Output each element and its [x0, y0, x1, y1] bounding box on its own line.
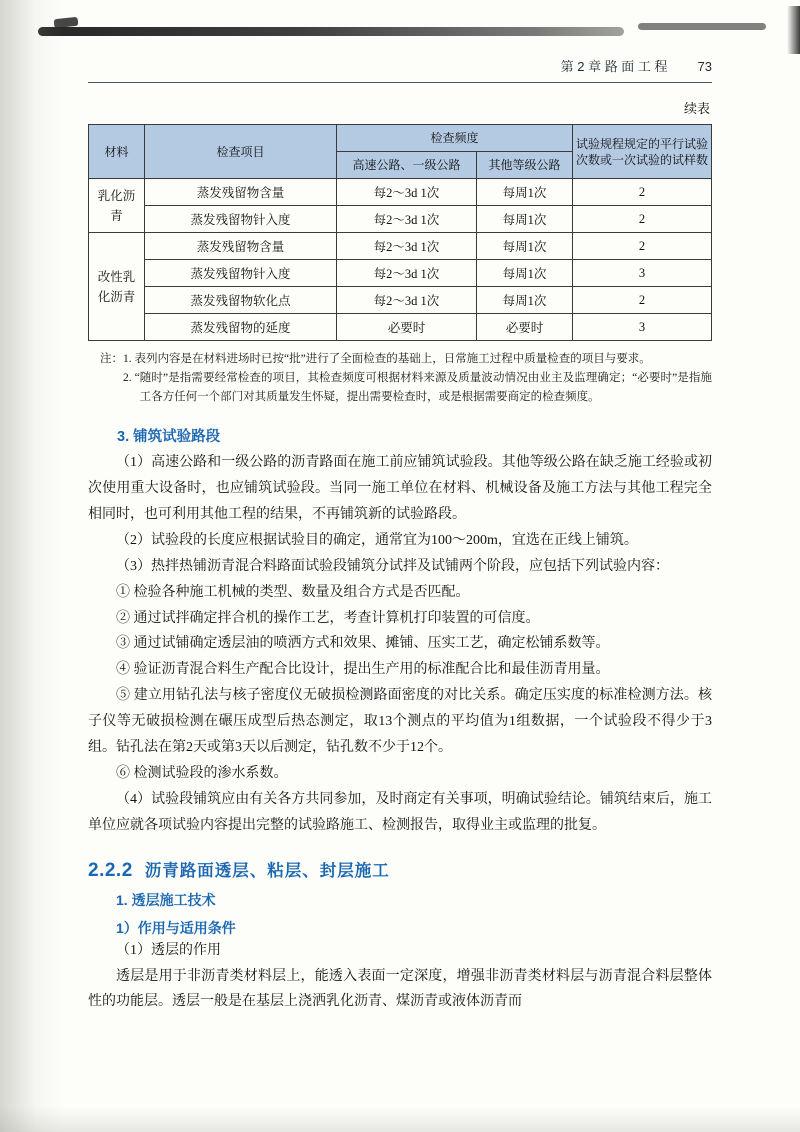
scan-edge-shading [0, 0, 64, 1132]
table-row [89, 179, 712, 206]
header-material: 材料 [89, 125, 145, 179]
freq-cell: 每周1次 [477, 287, 573, 314]
freq-cell: 每周1次 [477, 206, 573, 233]
table-row [89, 233, 712, 260]
table-header-row [89, 125, 712, 152]
table-row [89, 314, 712, 341]
paragraph: （1）透层的作用 [116, 942, 221, 958]
samples-cell: 2 [573, 179, 712, 206]
subsection-heading-tack-coat-tech: 1. 透层施工技术 [116, 891, 216, 908]
freq-cell: 每2～3d 1次 [337, 287, 477, 314]
scan-artifact-corner [787, 6, 800, 54]
paragraph: （2）试验段的长度应根据试验目的确定，通常宜为100～200m，宜选在正线上铺筑。 [116, 532, 638, 548]
table-row [89, 287, 712, 314]
samples-cell: 2 [573, 287, 712, 314]
section-heading-paving-trial: 3. 铺筑试验路段 [117, 429, 221, 446]
section-number: 2.2.2 [88, 859, 133, 881]
freq-cell: 每周1次 [477, 260, 573, 287]
header-freq-highway: 高速公路、一级公路 [337, 152, 477, 179]
page-header [88, 56, 712, 83]
freq-cell: 每周1次 [477, 179, 573, 206]
freq-cell: 每2～3d 1次 [337, 233, 477, 260]
item-cell: 蒸发残留物针入度 [145, 260, 337, 287]
numbered-item: ⑤ 建立用钻孔法与核子密度仪无破损检测路面密度的对比关系。确定压实度的标准检测方法。核子仪等无破损检测在碾压成型后热态测定，取13个测点的平均值为1组数据，一个试验段不得少于3组。钻孔法在第2天或第3天以后测定，钻孔数不少于12个。 [88, 688, 712, 756]
note-item: 2. “随时”是指需要经常检查的项目，其检查频度可根据材料来源及质量波动情况由业主及监理确定；“必要时”是指施工各方任何一个部门对其质量发生怀疑，提出需要检查时，或是根据需要商定的检查频度。 [123, 372, 712, 403]
numbered-item: ④ 验证沥青混合料生产配合比设计，提出生产用的标准配合比和最佳沥青用量。 [116, 662, 610, 678]
samples-cell: 2 [573, 206, 712, 233]
material-cell: 改性乳化沥青 [89, 233, 145, 341]
note-item: 1. 表列内容是在材料进场时已按“批”进行了全面检查的基础上，日常施工过程中质量检查的项目与要求。 [123, 353, 651, 366]
numbered-item: ① 检验各种施工机械的类型、数量及组合方式是否匹配。 [116, 584, 470, 600]
samples-cell: 3 [573, 260, 712, 287]
freq-cell: 必要时 [477, 314, 573, 341]
scan-edge-shading [0, 1106, 800, 1132]
table-row [89, 260, 712, 287]
item-cell: 蒸发残留物含量 [145, 233, 337, 260]
subsection-heading-function-conditions: 1）作用与适用条件 [116, 919, 236, 936]
freq-cell: 每周1次 [477, 233, 573, 260]
item-cell: 蒸发残留物的延度 [145, 314, 337, 341]
notes-label: 注： [100, 353, 123, 366]
numbered-item: ③ 通过试铺确定透层油的喷洒方式和效果、摊铺、压实工艺，确定松铺系数等。 [116, 636, 610, 652]
chapter-title: 第 2 章 路 面 工 程 [560, 59, 668, 74]
header-frequency: 检查频度 [337, 125, 573, 152]
freq-cell: 必要时 [337, 314, 477, 341]
item-cell: 蒸发残留物软化点 [145, 287, 337, 314]
header-freq-other: 其他等级公路 [477, 152, 573, 179]
paragraph: （3）热拌热铺沥青混合料路面试验段铺筑分试拌及试铺两个阶段，应包括下列试验内容： [116, 558, 669, 574]
paragraph: 透层是用于非沥青类材料层上，能透入表面一定深度，增强非沥青类材料层与沥青混合料层整体性的功能层。透层一般是在基层上浇洒乳化沥青、煤沥青或液体沥青而 [88, 968, 712, 1010]
inspection-table [88, 124, 712, 341]
paragraph: （1）高速公路和一级公路的沥青路面在施工前应铺筑试验段。其他等级公路在缺乏施工经验或初次使用重大设备时，也应铺筑试验段。当同一施工单位在材料、机械设备及施工方法与其他工程完全相同时，也可利用其他工程的结果，不再铺筑新的试验路段。 [88, 455, 712, 523]
item-cell: 蒸发残留物针入度 [145, 206, 337, 233]
table-row [89, 206, 712, 233]
item-cell: 蒸发残留物含量 [145, 179, 337, 206]
page-number: 73 [697, 59, 712, 74]
table-continuation-label: 续表 [683, 101, 710, 116]
samples-cell: 3 [573, 314, 712, 341]
scan-artifact-strip [638, 23, 766, 30]
freq-cell: 每2～3d 1次 [337, 260, 477, 287]
header-item: 检查项目 [145, 125, 337, 179]
table-notes [100, 350, 712, 406]
numbered-item: ⑥ 检测试验段的渗水系数。 [116, 765, 288, 781]
numbered-item: ② 通过试拌确定拌合机的操作工艺，考查计算机打印装置的可信度。 [116, 610, 540, 626]
section-heading-2-2-2 [88, 857, 712, 882]
scan-artifact-strip [38, 27, 624, 36]
samples-cell: 2 [573, 233, 712, 260]
material-cell: 乳化沥青 [89, 179, 145, 233]
paragraph: （4）试验段铺筑应由有关各方共同参加，及时商定有关事项，明确试验结论。铺筑结束后，施工单位应就各项试验内容提出完整的试验路施工、检测报告，取得业主或监理的批复。 [88, 791, 712, 833]
freq-cell: 每2～3d 1次 [337, 179, 477, 206]
header-parallel: 试验规程规定的平行试验次数或一次试验的试样数 [573, 125, 712, 179]
freq-cell: 每2～3d 1次 [337, 206, 477, 233]
section-title: 沥青路面透层、粘层、封层施工 [144, 861, 390, 880]
